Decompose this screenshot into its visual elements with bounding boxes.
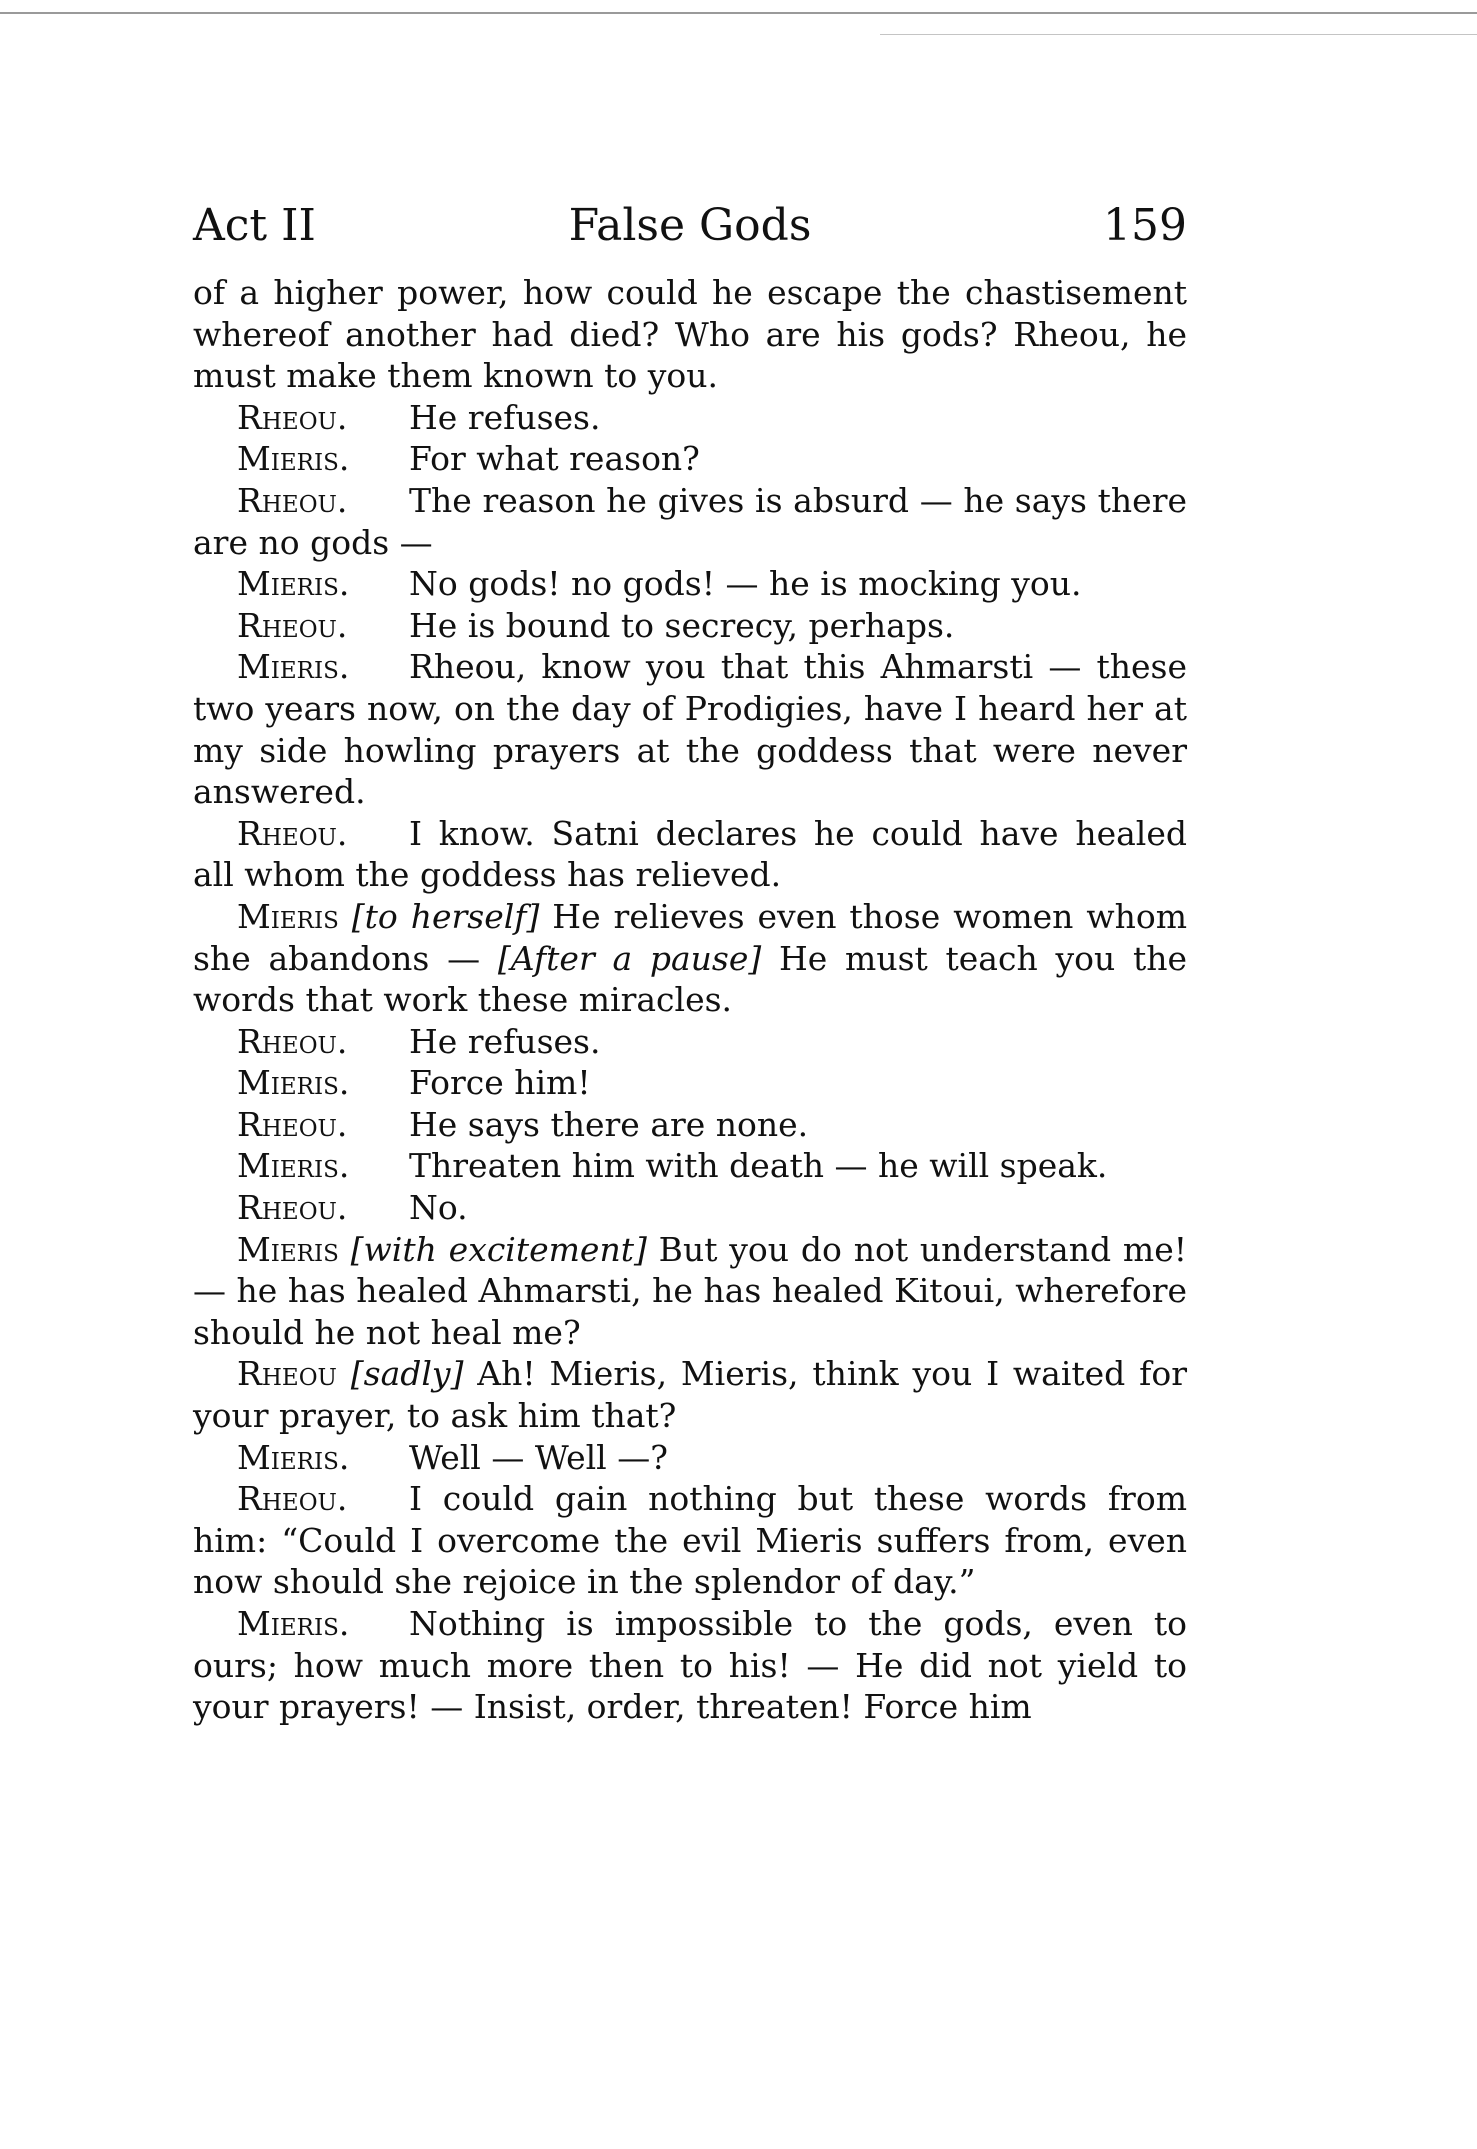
act-label: Act II: [193, 200, 316, 251]
speaker-cell: [237, 1021, 409, 1063]
page-body: [193, 272, 1187, 1728]
dialogue-text: He refuses.: [409, 1021, 601, 1061]
book-page: [193, 195, 1187, 1728]
dialogue-line: [193, 646, 1187, 812]
speaker-cell: [237, 605, 409, 647]
dialogue-line: [193, 1353, 1187, 1436]
dialogue-text: I could gain nothing but these words from him: “Could I overcome the evil Mieris suffers from, even now should she rejoice in the splendor of day.”: [193, 1479, 1187, 1602]
page-top-edge: [0, 12, 1477, 14]
dialogue-text: For what reason?: [409, 439, 700, 479]
speaker-cell: [237, 1478, 409, 1520]
dialogue-line: [193, 1062, 1187, 1104]
speaker-name: Mieris.: [237, 439, 350, 479]
speaker-name: Rheou.: [237, 1188, 348, 1228]
dialogue-line: [193, 813, 1187, 896]
play-title: False Gods: [568, 200, 812, 251]
speaker-name: Rheou.: [237, 605, 348, 645]
stage-direction: [with excitement]: [350, 1229, 647, 1269]
speaker-cell: [237, 1104, 409, 1146]
speaker-cell: [237, 1145, 409, 1187]
dialogue-line: [193, 1145, 1187, 1187]
dialogue-line: [193, 1104, 1187, 1146]
dialogue-text: He refuses.: [409, 397, 601, 437]
dialogue-line: [193, 605, 1187, 647]
dialogue-text: I know. Satni declares he could have healed all whom the goddess has relieved.: [193, 813, 1187, 895]
dialogue-line: [193, 397, 1187, 439]
speaker-name: Mieris.: [237, 1146, 350, 1186]
running-head: [193, 195, 1187, 257]
dialogue-text: He is bound to secrecy, perhaps.: [409, 605, 955, 645]
speaker-name: Mieris.: [237, 1437, 350, 1477]
dialogue-text: Threaten him with death — he will speak.: [409, 1146, 1108, 1186]
continuation-paragraph: [193, 272, 1187, 397]
speaker-cell: [237, 480, 409, 522]
dialogue-line: [193, 438, 1187, 480]
dialogue-text: No.: [409, 1188, 468, 1228]
dialogue-line: [193, 563, 1187, 605]
dialogue-text: But you do not understand me! — he has healed Ahmarsti, he has healed Kitoui, wherefore should he not heal me?: [193, 1229, 1187, 1352]
dialogue-text: He relieves even those women whom she abandons —: [193, 896, 1187, 978]
dialogue-line: [193, 1187, 1187, 1229]
speaker-name: Rheou.: [237, 397, 348, 437]
speaker-cell: [237, 1603, 409, 1645]
speaker-cell: [237, 1062, 409, 1104]
speaker-name: Mieris.: [237, 1604, 350, 1643]
speaker-cell: [237, 646, 409, 688]
speaker-name: Rheou.: [237, 480, 348, 520]
dialogue-line: [193, 1229, 1187, 1354]
speaker-cell: [237, 1437, 409, 1479]
dialogue-line: [193, 1478, 1187, 1603]
stage-direction: [After a pause]: [497, 938, 762, 978]
speaker-cell: [237, 1187, 409, 1229]
dialogue-line: [193, 1603, 1187, 1728]
dialogue-line: [193, 1021, 1187, 1063]
dialogue-line: [193, 1437, 1187, 1479]
dialogue-text: No gods! no gods! — he is mocking you.: [409, 564, 1082, 604]
speaker-name: Rheou: [237, 1354, 337, 1394]
speaker-name: Rheou.: [237, 813, 348, 853]
paragraph-text: of a higher power, how could he escape the chastisement whereof another had died? Who are his gods? Rheou, he must make them known to you.: [193, 273, 1187, 396]
dialogue-text: He must teach you the words that work these miracles.: [193, 938, 1187, 1020]
speaker-name: Mieris.: [237, 647, 350, 687]
stage-direction: [sadly]: [350, 1354, 464, 1394]
speaker-name: Rheou.: [237, 1479, 348, 1519]
stage-direction: [to herself]: [351, 896, 540, 936]
speaker-name: Mieris.: [237, 564, 350, 604]
dialogue-line: [193, 480, 1187, 563]
speaker-name: Rheou.: [237, 1021, 348, 1061]
speaker-name: Mieris: [237, 1229, 339, 1269]
dialogue-text: He says there are none.: [409, 1104, 809, 1144]
speaker-cell: [237, 563, 409, 605]
dialogue-text: The reason he gives is absurd — he says there are no gods —: [193, 480, 1187, 562]
speaker-name: Rheou.: [237, 1104, 348, 1144]
dialogue-text: Nothing is impossible to the gods, even to ours; how much more then to his! — He did not yield to your prayers! — Insist, order, threaten! Force him: [193, 1604, 1187, 1727]
dialogue-text: Rheou, know you that this Ahmarsti — these two years now, on the day of Prodigies, have I heard her at my side howling prayers at the goddess that were never answered.: [193, 647, 1187, 812]
dialogue-text: Well — Well —?: [409, 1437, 668, 1477]
dialogue-line: [193, 896, 1187, 1021]
page-top-edge-shadow: [880, 34, 1477, 35]
speaker-cell: [237, 397, 409, 439]
dialogue-text: Ah! Mieris, Mieris, think you I waited for your prayer, to ask him that?: [193, 1354, 1187, 1436]
page-number: 159: [1103, 200, 1187, 251]
speaker-cell: [237, 813, 409, 855]
speaker-name: Mieris.: [237, 1063, 350, 1103]
speaker-cell: [237, 438, 409, 480]
speaker-name: Mieris: [237, 896, 339, 936]
dialogue-text: Force him!: [409, 1063, 591, 1103]
